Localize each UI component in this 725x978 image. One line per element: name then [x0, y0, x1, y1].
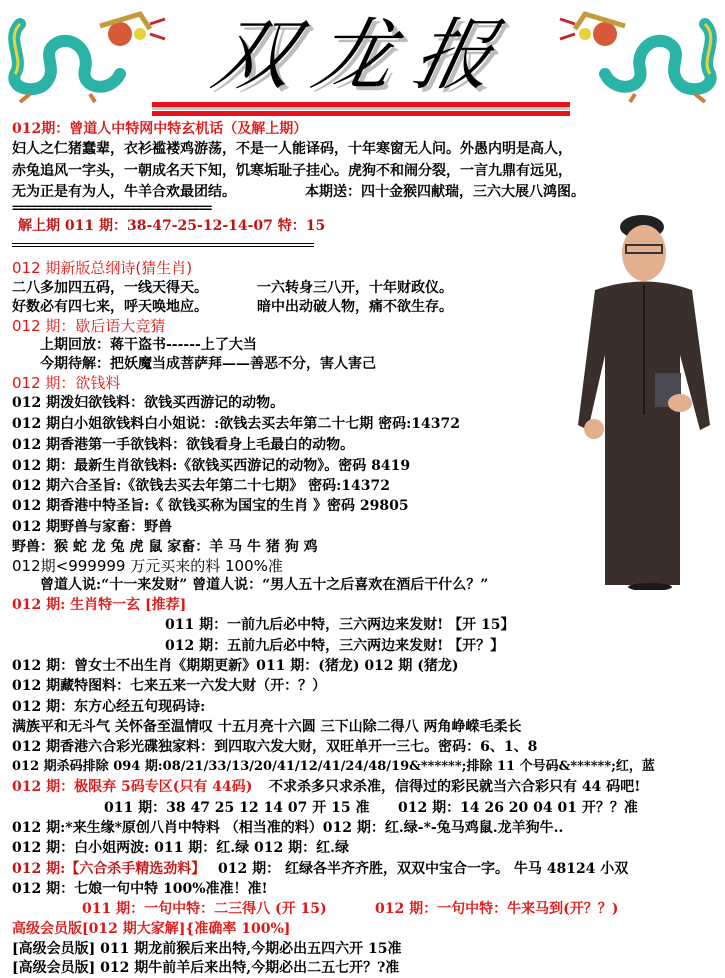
qiniang-line: 012 期：七娘一句中特 100%准准！准! — [12, 881, 268, 897]
jixian-curr: 012 期：14 26 20 04 01 开？？准 — [398, 800, 638, 816]
xiehouyu-last: 上期回放：蒋干盗书------上了大当 — [40, 337, 257, 353]
man-figure-icon — [560, 205, 725, 590]
xuanji-line: 无为正是有为人，牛羊合欢最团结。 — [12, 184, 236, 200]
poem-line: 暗中出动破人物，痛不欲生存。 — [257, 299, 453, 315]
yuqian-line: 012 期香港第一手欲钱料：欲钱看身上毛最白的动物。 — [12, 437, 355, 453]
shashou-text: 012 期： 红绿各半齐齐胜，双双中宝合一字。 牛马 48124 小双 — [218, 861, 629, 877]
misc-line: 012 期杀码排除 094 期:08/21/33/13/20/41/12/41/24/48/19&******;排除 11 个号码&******;红，蓝 — [12, 759, 655, 774]
vip-heading: 高级会员版[012 期大家解]{准确率 100%] — [12, 921, 291, 937]
yuqian-line: 012 期香港中特圣旨:《 欲钱买称为国宝的生肖 》密码 29805 — [12, 498, 409, 514]
shashou-label: 012 期:【六合杀手精选劲料】 — [12, 861, 206, 877]
misc-line: 012 期：东方心经五句现码诗: — [12, 699, 206, 715]
xuanji-line: 赤兔追风一字头，一朝成名天下知，饥寒垢耻子挂心。虎狗不和闹分裂，一言九鼎有远见， — [12, 163, 572, 179]
last-result: 解上期 011 期：38-47-25-12-14-07 特：15 — [18, 218, 326, 234]
poem-line: 好数必有四七来，呼天唤地应。 — [12, 299, 208, 315]
yuqian-line: 野兽：猴 蛇 龙 兔 虎 鼠 家畜：羊 马 牛 猪 狗 鸡 — [12, 539, 318, 555]
title-underline-shadow — [152, 107, 570, 110]
texuan-line: 011 期：一前九后必中特，三六两边来发财! 【开 15】 — [165, 617, 515, 633]
jixian-prev: 011 期：38 47 25 12 14 07 开 15 准 — [104, 800, 370, 816]
texuan-heading: 012 期: 生肖特一玄 [推荐] — [12, 597, 187, 613]
yuqian-heading: 012 期：欲钱料 — [12, 374, 121, 392]
yiju-curr: 012 期：一句中特：牛来马到(开？？) — [375, 901, 619, 917]
misc-line: 满族平和无斗气 关怀备至温情叹 十五月亮十六圆 三下山除二得八 两角峥嵘毛柔长 — [12, 719, 522, 735]
vip-line: [高级会员版] 011 期龙前猴后来出特,今期必出五四六开 15准 — [12, 941, 402, 957]
masthead-title: 双龙报 — [205, 11, 525, 101]
yuqian-line: 012 期泼妇欲钱料：欲钱买西游记的动物。 — [12, 395, 285, 411]
xuanji-line: 妇人之仁猪蠢辈，衣衫褴褛鸡游荡，不是一人能译码，十年寒窗无人问。外愚内明是高人， — [12, 141, 572, 157]
jixian-heading: 012 期：极限弃 5码专区(只有 44码) — [12, 779, 253, 795]
wanyuan-quote: 曾道人说:“十一来发财” 曾道人说：“男人五十之后喜欢在酒后干什么？” — [40, 577, 489, 593]
dragon-icon — [555, 4, 725, 104]
vip-line: [高级会员版] 012 期牛前羊后来出特,今期必出二五七开？?准 — [12, 960, 400, 976]
poem-line: 二八多加四五码，一线天得天。 — [12, 280, 208, 296]
yuqian-line: 012 期：最新生肖欲钱料:《欲钱买西游记的动物》。密码 8419 — [12, 458, 411, 474]
xuanji-heading: 012期：曾道人中特网中特玄机话（及解上期） — [12, 121, 308, 137]
yuqian-line: 012 期六合圣旨:《欲钱去买去年第二十七期》 密码:14372 — [12, 478, 391, 494]
misc-line: 012 期：曾女士不出生肖《期期更新》011 期：(猪龙) 012 期 (猪龙) — [12, 658, 459, 674]
separator: ================================ — [12, 201, 212, 215]
bailiang-line: 012 期：白小姐两波: 011 期：红.绿 012 期：红.绿 — [12, 840, 349, 856]
laisheng-line: 012 期:*来生缘*原创八肖中特料 （相当准的料）012 期：红.绿-*-兔马鸡鼠.龙羊狗牛.. — [12, 820, 564, 836]
jixian-text: 不求杀多只求杀准，信得过的彩民就当六合彩只有 44 码吧! — [269, 779, 641, 795]
misc-line: 012 期藏特图料：七来五来一六发大财（开：？） — [12, 678, 327, 694]
title-underline — [152, 111, 570, 116]
double-rule — [12, 243, 314, 247]
xiehouyu-current: 今期待解：把妖魔当成菩萨拜——善恶不分，害人害己 — [40, 356, 376, 372]
yuqian-line: 012 期野兽与家畜：野兽 — [12, 519, 173, 535]
xuanji-gift: 本期送：四十金猴四献瑞，三六大展八鸿图。 — [305, 184, 585, 200]
wanyuan-line: 012期<999999 万元买来的料 100%准 — [12, 557, 283, 575]
texuan-line: 012 期：五前九后必中特，三六两边来发财! 【开？】 — [165, 638, 505, 654]
yiju-prev: 011 期：一句中特：二三得八 (开 15) — [82, 901, 327, 917]
masthead — [0, 0, 725, 120]
yuqian-line: 012 期白小姐欲钱料白小姐说：:欲钱去买去年第二十七期 密码:14372 — [12, 416, 461, 432]
misc-line: 012 期香港六合彩光碟独家料：到四取六发大财，双旺单开一三七。密码：6、1、8 — [12, 739, 538, 755]
poem-heading: 012 期新版总纲诗(猜生肖) — [12, 259, 193, 277]
poem-line: 一六转身三八开，十年财政仪。 — [257, 280, 453, 296]
xiehouyu-heading: 012 期：歇后语大竞猜 — [12, 317, 166, 335]
